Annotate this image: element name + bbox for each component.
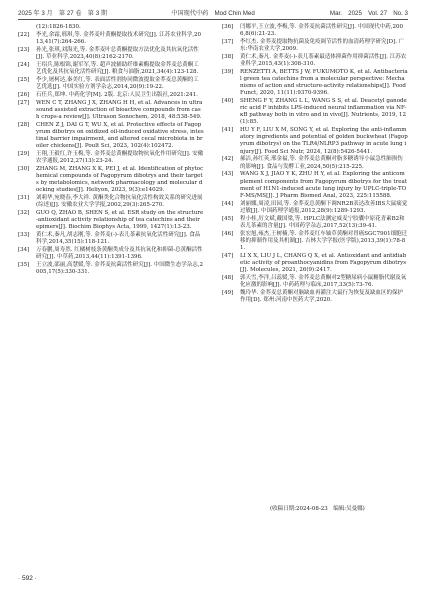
reference-text: GUO Q, ZHAO B, SHEN S, et al. ESR study on the structure-antioxidant activity relationship of tea catechins and their epimers[J]. Biochim Biophys Acta, 1999, 1427(1):13-23. bbox=[36, 210, 204, 231]
reference-item bbox=[222, 69, 408, 97]
reference-text: WEN C T, ZHANG J X, ZHANG H H, et al. Advances in ultrasound assisted extraction of bioactive compounds from cash crops-a review[J]. Ultrason Sonochem, 2018, 48:538-549. bbox=[36, 99, 203, 120]
reference-item bbox=[222, 231, 408, 252]
reference-item bbox=[222, 201, 408, 215]
reference-number: [36] bbox=[222, 24, 234, 30]
reference-item bbox=[18, 122, 204, 150]
reference-number: [39] bbox=[222, 68, 234, 75]
reference-number: [24] bbox=[18, 61, 30, 68]
page-number: · 592 · bbox=[18, 575, 37, 582]
reference-text: CHEN Z J, DAI G T, WU X, et al. Protective effects of Fagopyrum dibotrys on oxidized oil-induced oxidative stress, intestinal barrier impairment, and altered cecal microbiota in broiler chickens[J]. Poult Sci, 2023, 102(4):102472. bbox=[36, 121, 204, 150]
reference-number: [42] bbox=[222, 156, 234, 163]
reference-text: 张宏旭,雍杰,王树楠,等. 金荞麦红车轴草黄酮对胃癌SGC7901细胞迁移的抑制作用及其机制[J]. 吉林大学学报(医学版),2013,39(1):78-81. bbox=[240, 230, 408, 251]
reference-text: 郭天雪,李洋,吕蕊媛,等. 金荞麦总黄酮对2型糖尿病小鼠糖脂代谢及氧化应激的影响[J]. 中药药理与临床,2017,33(5):73-76. bbox=[240, 274, 407, 288]
reference-number: [27] bbox=[18, 99, 30, 106]
reference-number: [34] bbox=[18, 247, 30, 254]
reference-item bbox=[222, 290, 408, 304]
reference-item bbox=[18, 100, 204, 121]
reference-item bbox=[222, 171, 408, 199]
reference-item bbox=[18, 166, 204, 194]
reference-item bbox=[18, 232, 204, 246]
reference-item bbox=[222, 98, 408, 126]
reference-number: [26] bbox=[18, 91, 30, 98]
reference-text: 李光,余霜,邢琪,等. 金荞麦叶黄酮提取技术研究[J]. 江苏农业科学,2013,41(7):264-266. bbox=[36, 31, 201, 45]
reference-text: 李少,屠柯达,秦美红,等. 表面活性剂协同微波提取金荞麦总黄酮的工艺优选[J]. 中国实验方剂学杂志,2014,20(9):19-22. bbox=[36, 76, 199, 90]
reference-text: 万春鹏,周寿然. 红橘树枝条黄酮类成分及其抗氧化和抑菌-总黄酮活性研究[J]. 中草药,2013,44(11):1391-1396. bbox=[36, 247, 203, 261]
reference-text: 王翔,王毅红,许玉梅,等. 金荞麦总黄酮提取物抗氧化作用研究[J]. 安徽农学通报,2012,27(13):23-24. bbox=[36, 150, 204, 165]
reference-number: [49] bbox=[222, 289, 234, 296]
reference-column-right bbox=[222, 24, 408, 305]
reference-item bbox=[222, 275, 408, 289]
reference-number: [29] bbox=[18, 150, 30, 157]
reference-item bbox=[222, 216, 408, 230]
reference-text: 魏玲华. 金荞麦总黄酮对脑缺血再灌注大鼠行为恢复及缺血区的保护作用[D]. 郑州:河南中医药大学,2020. bbox=[240, 289, 403, 303]
header-issue: 2025 年 3 月 第 27 卷 第 3 期 bbox=[18, 10, 108, 17]
reference-number: [25] bbox=[18, 76, 30, 83]
reference-item bbox=[18, 195, 204, 209]
reference-number: [48] bbox=[222, 274, 234, 281]
reference-text: (12):1826-1830. bbox=[36, 24, 81, 30]
reference-text: 程小桂,厉文斌,戴国梁,等. HPLC法测定威麦宁胶囊中原花青素B2和表儿茶素的含量[J]. 中国药学杂志,2017,52(13):39-41. bbox=[240, 215, 405, 229]
reference-text: LI X X, LIU J L, CHANG Q X, et al. Antioxidant and antidiabetic activity of proanthocyanidins from Fagopyrum dibotrys[J]. Molecules, 2021, 26(9):2417. bbox=[240, 252, 407, 273]
reference-text: 郝洁,孙红英,邢金福,等. 金荞麦总黄酮对脂多糖诱导小鼠急性肺损伤的影响[J]. 食品与发酵工业,2024,50(5):215-225. bbox=[240, 156, 403, 170]
reference-item bbox=[222, 39, 408, 53]
reference-item bbox=[222, 127, 408, 155]
reference-item bbox=[18, 77, 204, 91]
reference-number: [47] bbox=[222, 252, 234, 259]
reference-number: [23] bbox=[18, 46, 30, 53]
reference-number: [22] bbox=[18, 31, 30, 38]
reference-item bbox=[222, 54, 408, 68]
reference-item bbox=[18, 32, 204, 46]
reference-text: 石任兵,郑坤. 中药化学[M]. 2版. 北京:人民卫生出版社,2021:241. bbox=[36, 91, 198, 98]
reference-text: SHENG F Y, ZHANG L L, WANG S S, et al. Deacetyl ganoderic acid F inhibits LPS-induced neural inflammation via NF-κB pathway both in vitro and in vivo[J]. Nutrients, 2019, 12(1):85. bbox=[240, 98, 407, 126]
received-date-note: (收稿日期:2024-08-23 编辑:吴曼娜) bbox=[270, 506, 365, 512]
reference-text: 王绍兵,陈根锦,谢军军,等. 超声波辅助纤维素酶提取金荞麦总黄酮工艺优化及其抗氧化活性研究[J]. 粮食与油脂,2021,34(4):123-128. bbox=[36, 61, 199, 75]
reference-item bbox=[222, 156, 408, 170]
reference-item bbox=[222, 24, 408, 38]
header-journal: 中国现代中药 Mod Chin Med bbox=[171, 10, 255, 17]
reference-number: [41] bbox=[222, 127, 234, 134]
reference-text: 刘莉华,宛晓春,李大祥. 黄酮类化合物抗氧化活性构效关系的研究进展(综述)[J]. 安徽农业大学学报,2002,29(3):265-270. bbox=[36, 195, 203, 209]
reference-text: WANG X J, JIAO Y K, ZHU H Y, et al. Exploring the anticomplement components from Fagopyrum dibotrys for the treatment of H1N1-induced acute lung injury by UPLC-triple-TOF-MS/MS[J]. J Pharm Biomed Anal, 2023, 225:115588. bbox=[240, 171, 408, 199]
reference-text: 黄仁术,秦凡. 金荞麦(-)-表儿茶素最适体抑菌作用抑菌活性[J]. 江苏农业科学,2015,43(1):308-310. bbox=[240, 53, 407, 68]
reference-number: [40] bbox=[222, 98, 234, 105]
reference-item bbox=[18, 62, 204, 76]
reference-number: [28] bbox=[18, 121, 30, 128]
reference-number: [37] bbox=[222, 38, 234, 45]
reference-item bbox=[18, 151, 204, 165]
reference-item bbox=[18, 210, 204, 231]
reference-text: 黄仁术,秦凡,胡志刚,等. 金荞麦(-)-表儿茶素抗氧化活性研究[J]. 食品科学,2014,35(15):118-121. bbox=[36, 232, 201, 246]
reference-number: [43] bbox=[222, 171, 234, 178]
reference-number: [45] bbox=[222, 215, 234, 222]
reference-number: [38] bbox=[222, 53, 234, 60]
reference-number: [31] bbox=[18, 195, 30, 202]
reference-text: HU Y F, LIU X M, SONG Y, et al. Exploring the anti-inflammatory ingredients and potential of golden buckwheat (Fagopyrum dibotrys) on the TLR4/NLRP3 pathway in acute lung injury[J]. Food Sci Nutr, 2024, 12(8):5426-5441. bbox=[240, 127, 408, 155]
reference-text: ZHANG M, ZHANG X K, PEI J, et al. Identification of phytochemical compounds of Fagopyrum dibotrys and their targets by metabolomics, network pharmacology and molecular docking studies[J]. Heliyon, 2023, 9(3):e14029. bbox=[36, 165, 204, 194]
reference-item bbox=[18, 262, 204, 276]
reference-item bbox=[18, 247, 204, 261]
reference-text: 孙光,张琪,刘海光,等. 金荞麦叶总黄酮提取方法优化及其抗氧化活性[J]. 草业科学,2023,40(8):2162-2170. bbox=[36, 46, 199, 60]
reference-text: RENZETTI A, BETTS J W, FUKUMOTO K, et al. Antibacterial green tea catechins from a molecular perspective: Mechanisms of action and structure-activity relationships[J]. Food Funct, 2020, 11(11):9370-9396. bbox=[240, 68, 408, 97]
header-date-volume: Mar. 2025 Vol. 27 No. 3 bbox=[329, 10, 408, 17]
header-rule bbox=[18, 19, 408, 20]
reference-number: [44] bbox=[222, 200, 234, 207]
reference-text: 刘丽娜,周凌,田园,等. 金荞麦总黄酮下调NR2B表达改善IBS大鼠痛觉过敏[J]. 中国药理学通报,2012,28(9):1289-1293. bbox=[240, 200, 408, 214]
reference-number: [33] bbox=[18, 232, 30, 239]
reference-number: [32] bbox=[18, 210, 30, 217]
running-header bbox=[18, 7, 408, 19]
reference-item bbox=[18, 24, 204, 31]
reference-number: [30] bbox=[18, 165, 30, 172]
reference-text: 李红杰. 金荞麦提取物抗菌及免疫调节活性的血清药理学研究[D]. 广东:华南农业大学,2009. bbox=[240, 38, 405, 53]
reference-item bbox=[18, 47, 204, 61]
reference-item bbox=[18, 92, 204, 99]
reference-item bbox=[222, 253, 408, 274]
reference-text: 王立波,邵丽,高慧媛,等. 金荞麦抗菌活性研究[J]. 中国微生态学杂志,2005,17(5):330-331. bbox=[36, 262, 203, 276]
reference-number: [46] bbox=[222, 230, 234, 237]
reference-number: [35] bbox=[18, 262, 30, 269]
reference-text: 闫娜平,王立波,李梅,等. 金荞麦抗菌活性研究[J]. 中国现代中药,2006,8(6):21-23. bbox=[240, 24, 403, 38]
reference-column-left bbox=[18, 24, 204, 277]
